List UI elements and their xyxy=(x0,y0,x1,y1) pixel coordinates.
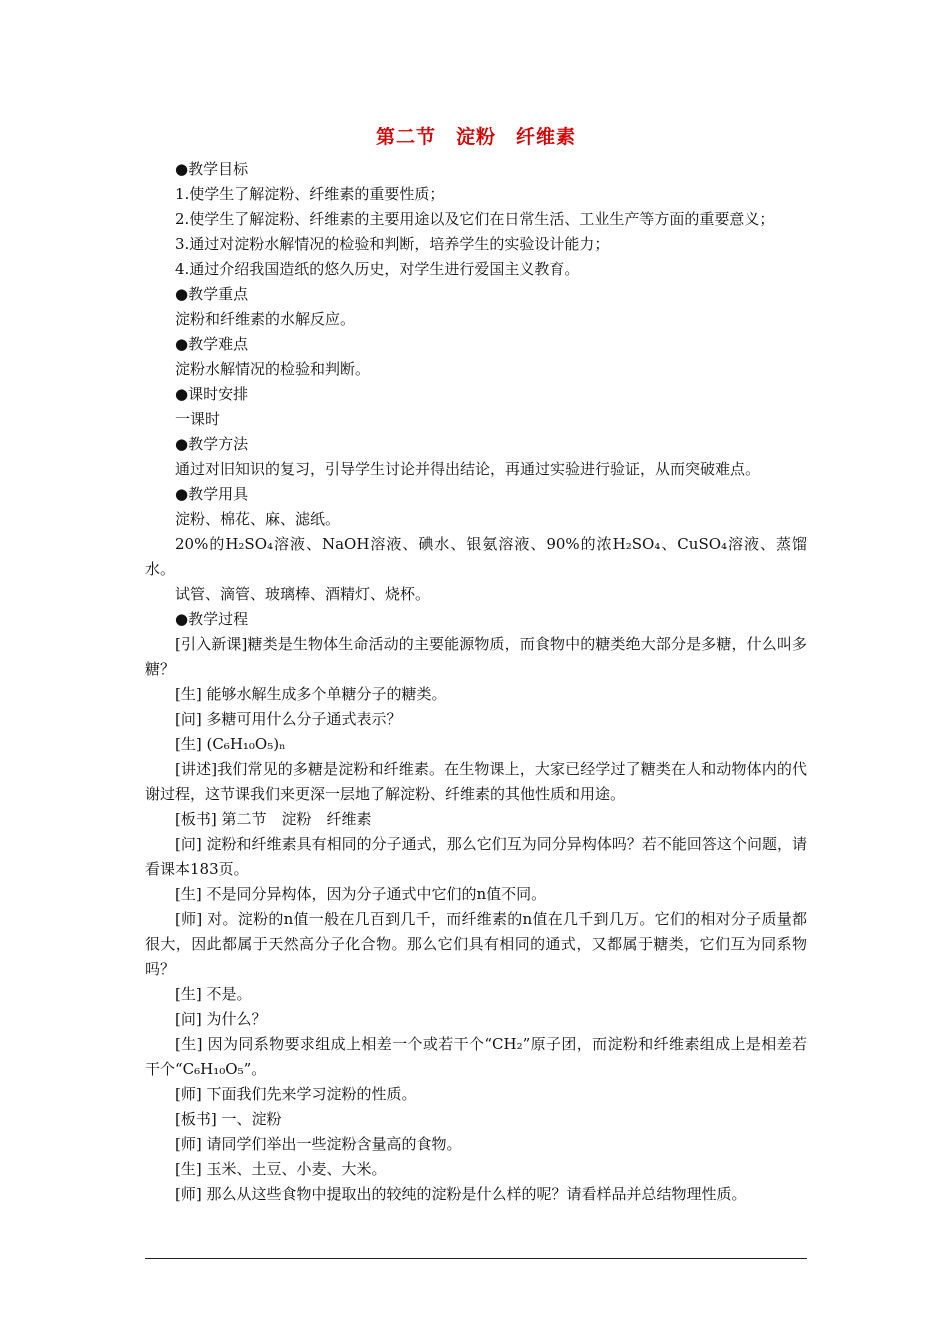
dialogue-teacher-2: [师] 下面我们先来学习淀粉的性质。 xyxy=(175,1085,417,1103)
dialogue-question-1: [问] 多糖可用什么分子通式表示？ xyxy=(175,710,402,728)
dialogue-teacher-3: [师] 请同学们举出一些淀粉含量高的食物。 xyxy=(175,1135,462,1153)
materials-line-3: 试管、滴管、玻璃棒、酒精灯、烧杯。 xyxy=(175,585,431,603)
dialogue-teacher-1: [师] 对。淀粉的n值一般在几百到几千，而纤维素的n值在几千到几万。它们的相对分子质量都很大，因此都属于天然高分子化合物。那么它们具有相同的通式，又都属于糖类，它们互为同系物吗？ xyxy=(145,910,807,978)
heading-process: ●教学过程 xyxy=(175,610,249,628)
dialogue-board-1: [板书] 第二节 淀粉 纤维素 xyxy=(175,810,372,828)
methods-text: 通过对旧知识的复习，引导学生讨论并得出结论，再通过实验进行验证，从而突破难点。 xyxy=(175,460,761,478)
objective-3: 3.通过对淀粉水解情况的检验和判断，培养学生的实验设计能力； xyxy=(175,235,610,253)
heading-key-points: ●教学重点 xyxy=(175,285,249,303)
document-page xyxy=(145,122,807,1207)
heading-difficulties: ●教学难点 xyxy=(175,335,249,353)
schedule-text: 一课时 xyxy=(175,410,221,428)
objective-1: 1.使学生了解淀粉、纤维素的重要性质； xyxy=(175,185,445,203)
dialogue-question-3: [问] 为什么？ xyxy=(175,1010,267,1028)
dialogue-lecture: [讲述]我们常见的多糖是淀粉和纤维素。在生物课上，大家已经学过了糖类在人和动物体内的代谢过程，这节课我们来更深一层地了解淀粉、纤维素的其他性质和用途。 xyxy=(145,760,807,803)
objective-2: 2.使学生了解淀粉、纤维素的主要用途以及它们在日常生活、工业生产等方面的重要意义； xyxy=(175,210,775,228)
materials-line-1: 淀粉、棉花、麻、滤纸。 xyxy=(175,510,341,528)
dialogue-teacher-4: [师] 那么从这些食物中提取出的较纯的淀粉是什么样的呢？请看样品并总结物理性质。 xyxy=(175,1185,747,1203)
dialogue-student-5: [生] 因为同系物要求组成上相差一个或若干个“CH₂”原子团，而淀粉和纤维素组成上是相差若干个“C₆H₁₀O₅”。 xyxy=(145,1035,807,1078)
heading-materials: ●教学用具 xyxy=(175,485,249,503)
objective-4: 4.通过介绍我国造纸的悠久历史，对学生进行爱国主义教育。 xyxy=(175,260,580,278)
footer-rule xyxy=(145,1258,807,1259)
dialogue-intro: [引入新课]糖类是生物体生命活动的主要能源物质，而食物中的糖类绝大部分是多糖，什么叫多糖？ xyxy=(145,635,807,678)
dialogue-student-4: [生] 不是。 xyxy=(175,985,252,1003)
dialogue-student-2: [生] (C₆H₁₀O₅)ₙ xyxy=(175,735,286,753)
heading-schedule: ●课时安排 xyxy=(175,385,249,403)
heading-objectives: ●教学目标 xyxy=(175,160,249,178)
dialogue-student-6: [生] 玉米、土豆、小麦、大米。 xyxy=(175,1160,387,1178)
dialogue-student-1: [生] 能够水解生成多个单糖分子的糖类。 xyxy=(175,685,447,703)
materials-line-2: 20%的H₂SO₄溶液、NaOH溶液、碘水、银氨溶液、90%的浓H₂SO₄、CuSO₄溶液、蒸馏水。 xyxy=(145,535,807,578)
difficulties-text: 淀粉水解情况的检验和判断。 xyxy=(175,360,371,378)
dialogue-board-2: [板书] 一、淀粉 xyxy=(175,1110,282,1128)
page-title: 第二节 淀粉 纤维素 xyxy=(375,126,576,148)
dialogue-student-3: [生] 不是同分异构体，因为分子通式中它们的n值不同。 xyxy=(175,885,547,903)
document-body xyxy=(145,157,807,1207)
dialogue-question-2: [问] 淀粉和纤维素具有相同的分子通式，那么它们互为同分异构体吗？若不能回答这个问题，请看课本183页。 xyxy=(145,835,807,878)
key-points-text: 淀粉和纤维素的水解反应。 xyxy=(175,310,356,328)
heading-methods: ●教学方法 xyxy=(175,435,249,453)
